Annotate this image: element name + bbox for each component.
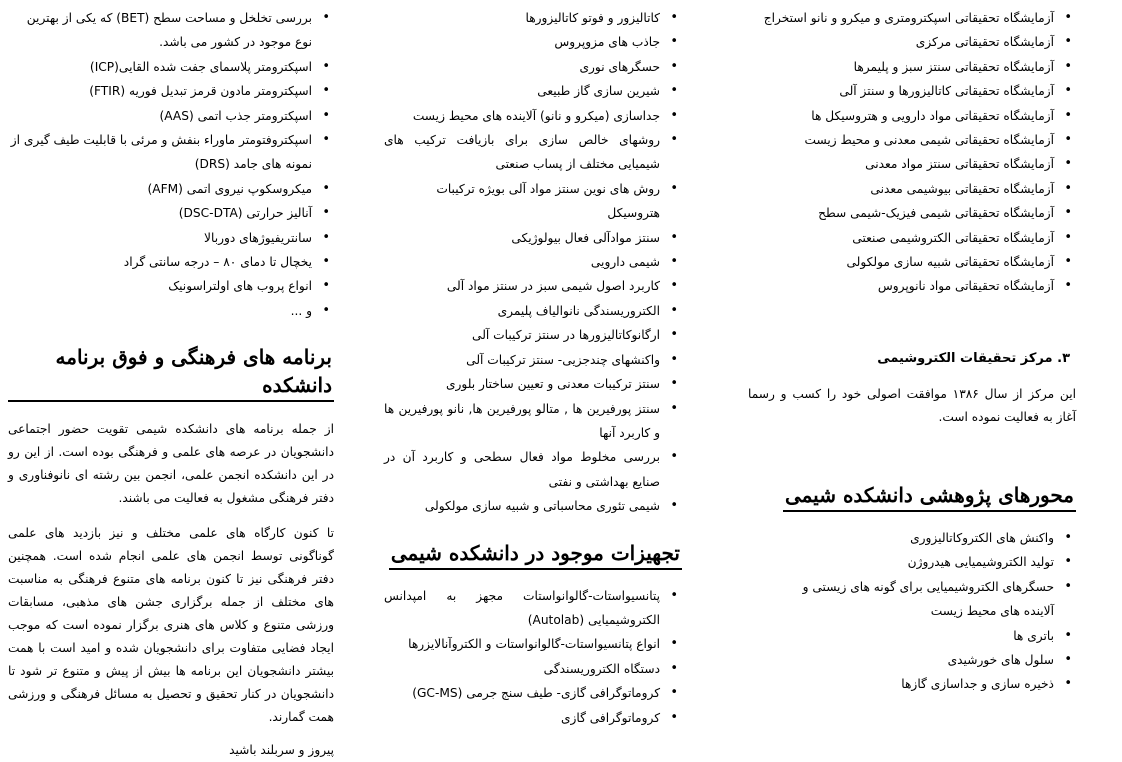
- equipment-section: [384, 539, 682, 730]
- list-item: • آزمایشگاه تحقیقاتی مرکزی: [736, 30, 1076, 54]
- list-item: • دستگاه الکتروریسندگی: [384, 657, 682, 681]
- list-item: • بررسی تخلخل و مساحت سطح (BET) که یکی از بهترین نوع موجود در کشور می باشد.: [8, 6, 334, 55]
- list-item: • یخچال تا دمای ۸۰ – درجه سانتی گراد: [8, 250, 334, 274]
- list-item: • و ...: [8, 299, 334, 323]
- closing-text: پیروز و سربلند باشید: [229, 743, 334, 758]
- list-item: • آزمایشگاه تحقیقاتی شیمی معدنی و محیط زیست: [736, 128, 1076, 152]
- list-item: • روشهای خالص سازی برای بازیافت ترکیب های شیمیایی مختلف از پساب صنعتی: [384, 128, 682, 177]
- research-list: [776, 526, 1076, 697]
- list-item: • سنتز ترکیبات معدنی و تعیین ساختار بلوری: [384, 372, 682, 396]
- list-item: • آزمایشگاه تحقیقاتی مواد دارویی و هتروسیکل ها: [736, 104, 1076, 128]
- section-title: مرکز تحقیقات الکتروشیمی: [877, 350, 1053, 366]
- list-item: • واکنشهای چندجزیی- سنتز ترکیبات آلی: [384, 348, 682, 372]
- cultural-paragraph: تا کنون کارگاه های علمی مختلف و نیز بازدید های علمی گوناگونی توسط انجمن های علمی انجام شده است. همچنین دفتر فرهنگی نیز تا کنون برنامه های متنوع فرهنگی به مناسبت های مختلف از جمله برگزاری جشن های مذهبی، مسابقات ورزشی متنوع و کلاس های هنری برگزار نموده است که موجب ایجاد فضایی متفاوت برای دانشجویان شده و امید است با همت بیشتر دانشجویان این برنامه ها بیش از پیش و متنوع تر شود تا دانشجویان در کنار تحقیق و تحصیل به مسائل فرهنگی و ورزشی همت گمارند.: [8, 526, 334, 725]
- list-item: • شیمی تئوری محاسباتی و شبیه سازی مولکولی: [384, 494, 682, 518]
- cultural-paragraph: از جمله برنامه های دانشکده شیمی تقویت حضور اجتماعی دانشجویان در عرصه های علمی و فرهنگی بوده است. از این رو در این دانشکده انجمن علمی، انجمن بین رشته ای نانوفناوری و دفتر فرهنگی مشغول به فعالیت می باشند.: [8, 422, 334, 506]
- list-item: • آزمایشگاه تحقیقاتی بیوشیمی معدنی: [736, 177, 1076, 201]
- list-item: • واکنش های الکتروکاتالیزوری: [776, 526, 1076, 550]
- labs-list: [736, 6, 1076, 299]
- list-item: • تولید الکتروشیمیایی هیدروژن: [776, 550, 1076, 574]
- list-item: • شیمی دارویی: [384, 250, 682, 274]
- list-item: • اسپکترومتر جذب اتمی (AAS): [8, 104, 334, 128]
- list-item: • باتری ها: [776, 624, 1076, 648]
- section-heading: [736, 347, 1076, 371]
- list-item: • اسپکترومتر مادون قرمز تبدیل فوریه (FTIR): [8, 79, 334, 103]
- list-item: • آنالیز حرارتی (DSC-DTA): [8, 201, 334, 225]
- research-heading: محورهای پژوهشی دانشکده شیمی: [783, 481, 1076, 512]
- list-item: • آزمایشگاه تحقیقاتی سنتز مواد معدنی: [736, 152, 1076, 176]
- equipment-heading: تجهیزات موجود در دانشکده شیمی: [389, 539, 682, 570]
- left-column: [8, 6, 334, 762]
- topics-list: [384, 6, 682, 519]
- list-item: • سانتریفیوژهای دوربالا: [8, 226, 334, 250]
- list-item: • شیرین سازی گاز طبیعی: [384, 79, 682, 103]
- list-item: • اسپکتروفتومتر ماوراء بنفش و مرئی با قابلیت طیف گیری از نمونه های جامد (DRS): [8, 128, 334, 177]
- list-item: • سلول های خورشیدی: [776, 648, 1076, 672]
- list-item: • جداسازی (میکرو و نانو) آلاینده های محیط زیست: [384, 104, 682, 128]
- center-text: این مرکز از سال ۱۳۸۶ موافقت اصولی خود را کسب و رسما آغاز به فعالیت نموده است.: [748, 386, 1076, 424]
- cultural-heading: برنامه های فرهنگی و فوق برنامه دانشکده: [8, 343, 334, 402]
- list-item: • کروماتوگرافی گازی- طیف سنج جرمی (GC-MS): [384, 681, 682, 705]
- cultural-section: [8, 343, 334, 762]
- list-item: • سنتز پورفیرین ها , متالو پورفیرین ها, نانو پورفیرین ها و کاربرد آنها: [384, 397, 682, 446]
- list-item: • پتانسیواستات-گالوانواستات مجهز به امپدانس الکتروشیمیایی (Autolab): [384, 584, 682, 633]
- list-item: • آزمایشگاه تحقیقاتی کاتالیزورها و سنتز آلی: [736, 79, 1076, 103]
- equipment-list-continued: [8, 6, 334, 323]
- list-item: • جاذب های مزوپروس: [384, 30, 682, 54]
- list-item: • ذخیره سازی و جداسازی گازها: [776, 672, 1076, 696]
- middle-column: [384, 6, 682, 730]
- list-item: • کاربرد اصول شیمی سبز در سنتز مواد آلی: [384, 274, 682, 298]
- list-item: • الکتروریسندگی نانوالیاف پلیمری: [384, 299, 682, 323]
- list-item: • روش های نوین سنتز مواد آلی بویژه ترکیبات هتروسیکل: [384, 177, 682, 226]
- list-item: • بررسی مخلوط مواد فعال سطحی و کاربرد آن در صنایع بهداشتی و نفتی: [384, 445, 682, 494]
- equipment-list: [384, 584, 682, 730]
- list-item: • کروماتوگرافی گازی: [384, 706, 682, 730]
- list-item: • اسپکترومتر پلاسمای جفت شده القایی(ICP): [8, 55, 334, 79]
- list-item: • آزمایشگاه تحقیقاتی شیمی فیزیک-شیمی سطح: [736, 201, 1076, 225]
- list-item: • کاتالیزور و فوتو کاتالیزورها: [384, 6, 682, 30]
- list-item: • حسگرهای الکتروشیمیایی برای گونه های زیستی و آلاینده های محیط زیست: [776, 575, 1076, 624]
- list-item: • آزمایشگاه تحقیقاتی الکتروشیمی صنعتی: [736, 226, 1076, 250]
- section-number: ۳.: [1057, 350, 1070, 366]
- list-item: • حسگرهای نوری: [384, 55, 682, 79]
- list-item: • میکروسکوپ نیروی اتمی (AFM): [8, 177, 334, 201]
- right-column: [736, 6, 1076, 697]
- list-item: • آزمایشگاه تحقیقاتی مواد نانوپروس: [736, 274, 1076, 298]
- center-section: [736, 347, 1076, 429]
- research-section: [736, 481, 1076, 697]
- list-item: • آزمایشگاه تحقیقاتی اسپکترومتری و میکرو و نانو استخراج: [736, 6, 1076, 30]
- list-item: • ارگانوکاتالیزورها در سنتز ترکیبات آلی: [384, 323, 682, 347]
- list-item: • آزمایشگاه تحقیقاتی سنتز سبز و پلیمرها: [736, 55, 1076, 79]
- list-item: • انواع پتانسیواستات-گالوانواستات و الکتروآنالایزرها: [384, 632, 682, 656]
- list-item: • سنتز موادآلی فعال بیولوژیکی: [384, 226, 682, 250]
- list-item: • انواع پروب های اولتراسونیک: [8, 274, 334, 298]
- list-item: • آزمایشگاه تحقیقاتی شبیه سازی مولکولی: [736, 250, 1076, 274]
